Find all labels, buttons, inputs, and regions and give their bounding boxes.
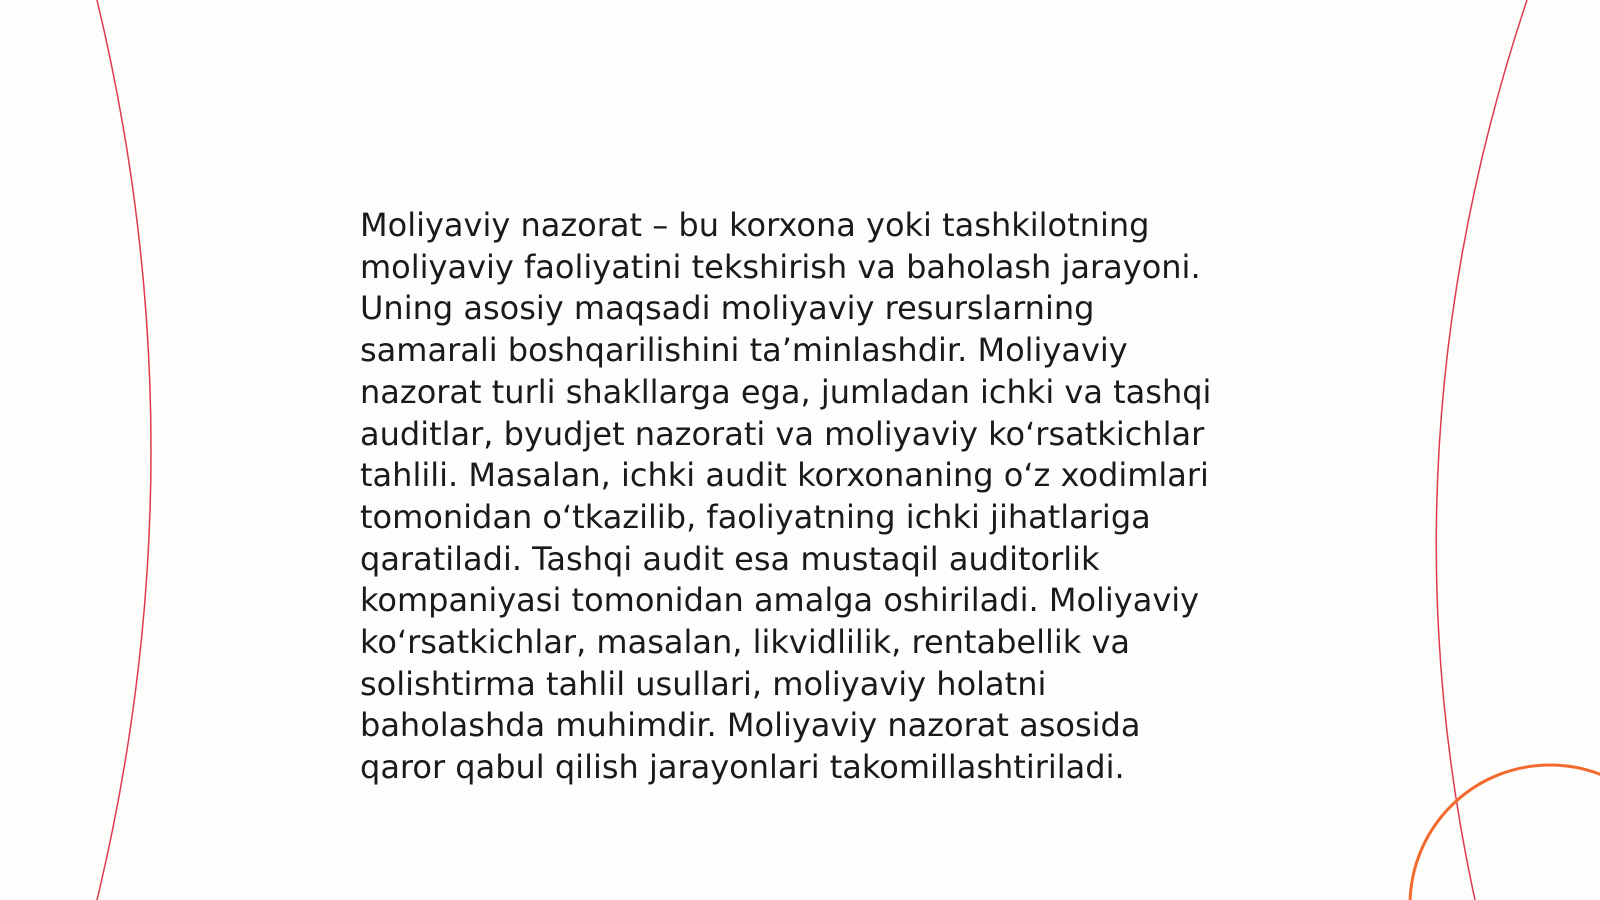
- body-paragraph: Moliyaviy nazorat – bu korxona yoki tashkilotning moliyaviy faoliyatini tekshirish va baholash jarayoni. Uning asosiy maqsadi moliyaviy resurslarning samarali boshqarilishini ta’minlashdir. Moliyaviy nazorat turli shakllarga ega, jumladan ichki va tashqi auditlar, byudjet nazorati va moliyaviy koʻrsatkichlar tahlili. Masalan, ichki audit korxonaning oʻz xodimlari tomonidan oʻtkazilib, faoliyatning ichki jihatlariga qaratiladi. Tashqi audit esa mustaqil auditorlik kompaniyasi tomonidan amalga oshiriladi. Moliyaviy koʻrsatkichlar, masalan, likvidlilik, rentabellik va solishtirma tahlil usullari, moliyaviy holatni baholashda muhimdir. Moliyaviy nazorat asosida qaror qabul qilish jarayonlari takomillashtiriladi.: [360, 206, 1212, 787]
- right-curve-line: [1436, 0, 1527, 900]
- left-curve-line: [97, 0, 151, 900]
- orange-circle-outline: [1410, 765, 1600, 900]
